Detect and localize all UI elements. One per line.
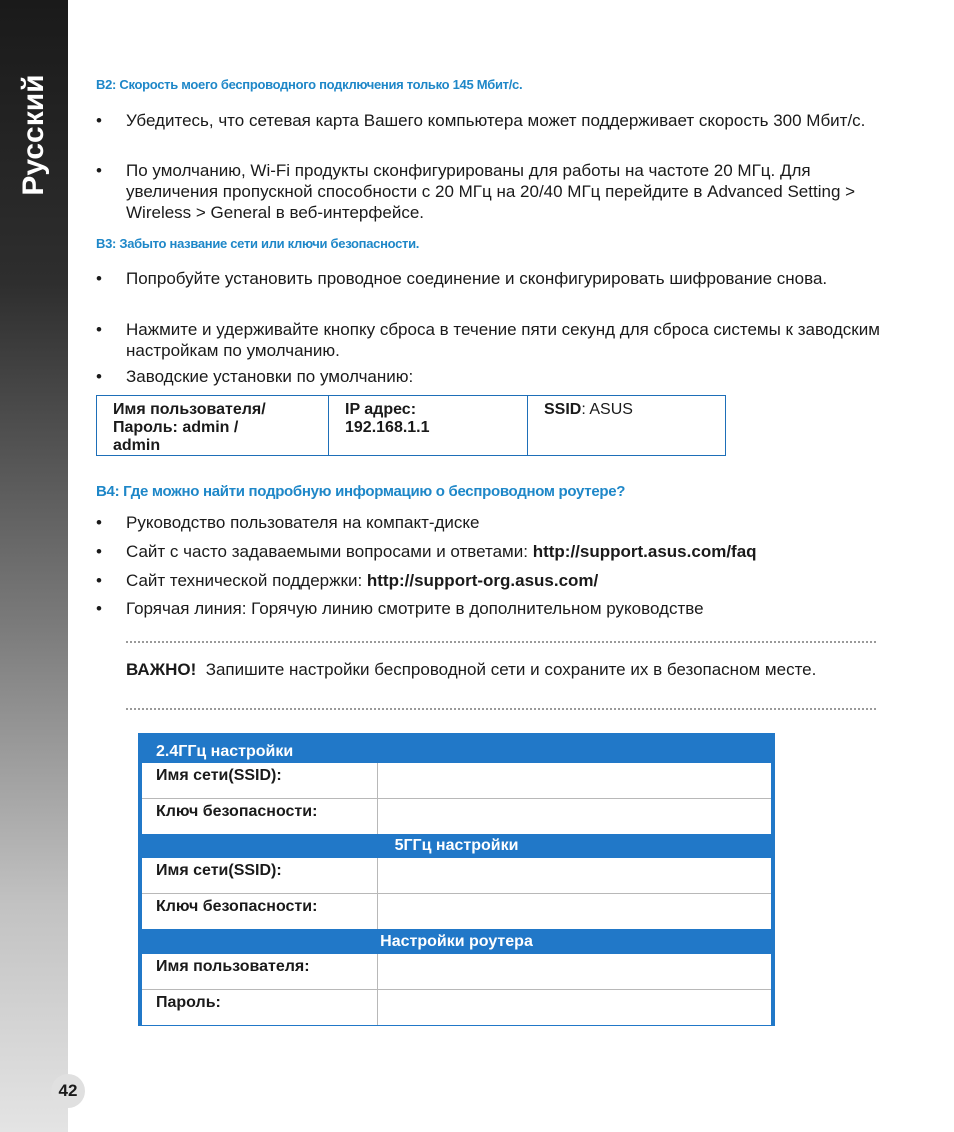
list-item-label: Руководство пользователя на компакт-диске [126, 513, 480, 532]
credentials-cell [97, 396, 329, 455]
list-item [96, 541, 881, 562]
password-field[interactable] [378, 990, 771, 1025]
list-item-text [126, 570, 881, 591]
list-item [96, 512, 881, 533]
bullet-icon: • [96, 320, 102, 339]
divider [126, 641, 876, 643]
table-row [142, 954, 771, 989]
table-row [142, 763, 771, 798]
key-24-label: Ключ безопасности: [142, 799, 378, 834]
credentials-line: Пароль: admin / [113, 419, 239, 436]
language-label: Русский [17, 74, 50, 196]
ssid-cell [528, 396, 725, 455]
list-item-label: Сайт технической поддержки: [126, 571, 367, 590]
bullet-icon: • [96, 269, 102, 288]
bullet-icon: • [96, 542, 102, 561]
bullet-icon: • [96, 111, 102, 130]
bullet-icon: • [96, 367, 102, 386]
ssid-label: SSID [544, 401, 582, 418]
page-number: 42 [51, 1074, 85, 1108]
list-item [96, 160, 881, 223]
ip-cell [329, 396, 528, 455]
ip-value: 192.168.1.1 [345, 419, 430, 436]
username-label: Имя пользователя: [142, 954, 378, 989]
ssid-5-label: Имя сети(SSID): [142, 858, 378, 893]
divider [126, 708, 876, 710]
key-5-field[interactable] [378, 894, 771, 929]
q4-heading: В4: Где можно найти подробную информацию о беспроводном роутере? [96, 483, 626, 500]
list-item-text: По умолчанию, Wi-Fi продукты сконфигурированы для работы на частоте 20 МГц. Для увеличения пропускной способности с 20 МГц на 20/40 МГц перейдите в Advanced Setting > Wireless > General в веб-интерфейсе. [126, 161, 856, 222]
password-label: Пароль: [142, 990, 378, 1025]
list-item-text: Попробуйте установить проводное соединение и сконфигурировать шифрование снова. [126, 269, 828, 288]
list-item-text [126, 598, 881, 619]
credentials-line: Имя пользователя/ [113, 401, 266, 418]
band-24ghz-header: 2.4ГГц настройки [142, 741, 771, 763]
bullet-icon: • [96, 161, 102, 180]
factory-defaults-table [96, 395, 726, 456]
language-tab [11, 60, 57, 210]
list-item [96, 570, 881, 591]
faq-link[interactable]: http://support.asus.com/faq [532, 542, 757, 561]
list-item [96, 268, 881, 289]
table-row [142, 894, 771, 929]
list-item-text [126, 512, 881, 533]
list-item-label: Сайт с часто задаваемыми вопросами и ответами: [126, 542, 533, 561]
q2-heading: В2: Скорость моего беспроводного подключения только 145 Мбит/с. [96, 77, 523, 92]
list-item [96, 366, 881, 387]
bullet-icon: • [96, 599, 102, 618]
ssid-24-field[interactable] [378, 763, 771, 798]
list-item-label: Горячая линия: Горячую линию смотрите в дополнительном руководстве [126, 599, 704, 618]
list-item [96, 598, 881, 619]
note-label: ВАЖНО! [126, 660, 197, 679]
note-text: Запишите настройки беспроводной сети и сохраните их в безопасном месте. [205, 660, 817, 679]
key-5-label: Ключ безопасности: [142, 894, 378, 929]
important-note [126, 659, 886, 680]
list-item-text [126, 541, 881, 562]
ip-label: IP адрес: [345, 401, 417, 418]
list-item [96, 110, 881, 131]
list-item-text: Нажмите и удерживайте кнопку сброса в течение пяти секунд для сброса системы к заводским настройкам по умолчанию. [126, 320, 880, 360]
credentials-line: admin [113, 437, 161, 454]
ssid-5-field[interactable] [378, 858, 771, 893]
list-item [96, 319, 881, 361]
ssid-24-label: Имя сети(SSID): [142, 763, 378, 798]
table-row [142, 799, 771, 834]
q3-heading: В3: Забыто название сети или ключи безопасности. [96, 236, 420, 251]
username-field[interactable] [378, 954, 771, 989]
ssid-value: : ASUS [581, 401, 633, 418]
band-5ghz-header: 5ГГц настройки [142, 835, 771, 857]
bullet-icon: • [96, 513, 102, 532]
key-24-field[interactable] [378, 799, 771, 834]
list-item-text: Заводские установки по умолчанию: [126, 367, 414, 386]
support-link[interactable]: http://support-org.asus.com/ [366, 571, 599, 590]
settings-record-table [138, 733, 775, 1026]
table-row [142, 990, 771, 1025]
bullet-icon: • [96, 571, 102, 590]
router-settings-header: Настройки роутера [142, 931, 771, 953]
list-item-text: Убедитесь, что сетевая карта Вашего компьютера может поддерживает скорость 300 Мбит/с. [126, 111, 866, 130]
table-row [142, 858, 771, 893]
